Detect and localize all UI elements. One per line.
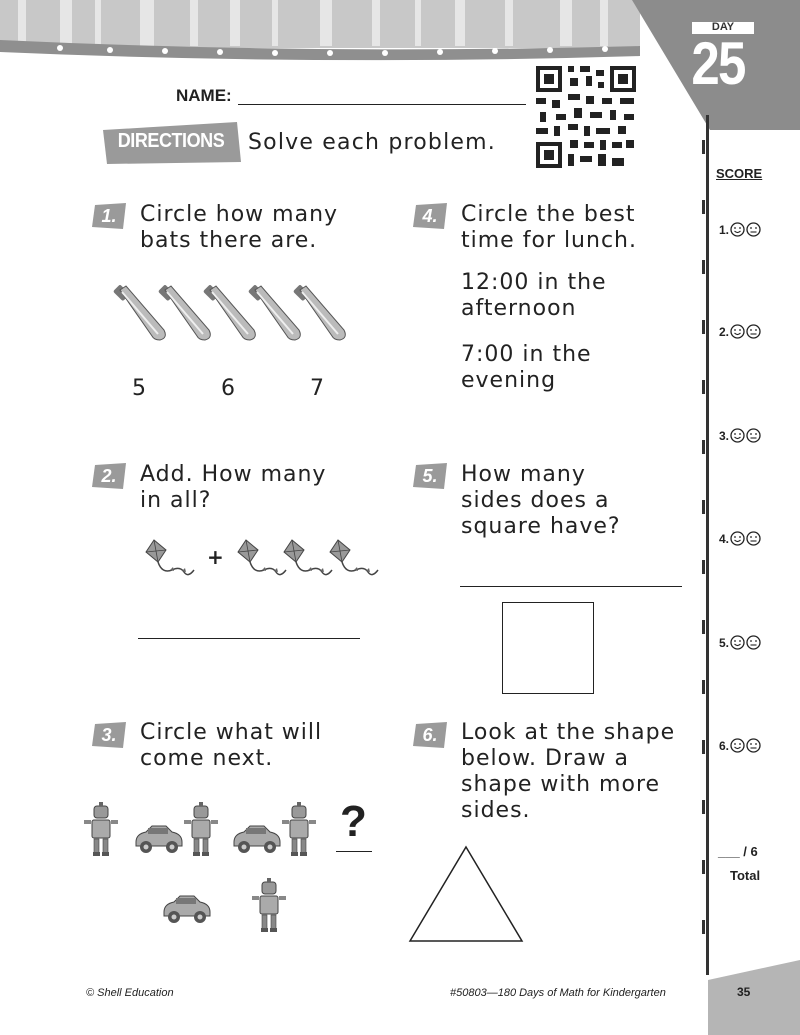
choice-6[interactable]: 6 [221,376,235,401]
smile-face-icon[interactable] [730,222,745,237]
score-row-label: 1. [719,222,730,237]
score-row-1 [719,222,761,237]
problem-4-text: Circle the best time for lunch. [461,202,637,253]
score-column-bg [708,130,800,1035]
kite-icon [330,540,378,575]
day-number: 25 [691,30,745,97]
toy-car-icon [164,896,210,923]
problem-5-text: How many sides does a square have? [461,462,621,539]
problem-4-number: 4. [422,206,438,226]
page-number: 35 [737,985,751,999]
answer-line-2[interactable] [138,638,360,639]
problem-2-number: 2. [101,466,117,486]
smile-face-icon[interactable] [730,531,745,546]
score-row-6 [719,738,761,753]
score-row-label: 6. [719,738,730,753]
score-row-2 [719,324,761,339]
problem-5-number: 5. [422,466,438,486]
robot-icon [252,878,286,932]
problem-5-badge [413,463,447,489]
triangle-shape [408,845,524,943]
problem-6-badge [413,722,447,748]
score-row-label: 3. [719,428,730,443]
option-evening[interactable]: 7:00 in the evening [461,342,592,393]
smile-face-icon[interactable] [730,428,745,443]
day-label: DAY [711,21,735,33]
problem-3-text: Circle what will come next. [140,720,323,771]
score-title: SCORE [716,166,763,181]
kite-icon [238,540,286,575]
smile-face-icon[interactable] [730,738,745,753]
baseball-bat-icon [293,284,345,340]
neutral-face-icon[interactable] [746,428,761,443]
total-score-line[interactable]: ___ / 6 [718,844,758,859]
baseball-bat-icon [113,284,165,340]
choice-5[interactable]: 5 [132,376,146,401]
problem-6-text: Look at the shape below. Draw a shape with more sides. [461,720,676,823]
score-row-label: 5. [719,635,730,650]
baseball-bat-icon [203,284,255,340]
kite-icon [140,536,200,584]
pattern-row [82,798,342,862]
answer-choices [160,878,300,934]
robot-icon [184,802,218,856]
toy-car-icon [136,826,182,853]
robot-icon [282,802,316,856]
neutral-face-icon[interactable] [746,635,761,650]
problem-2-badge [92,463,126,489]
plus-sign: + [207,545,224,569]
score-row-3 [719,428,761,443]
smile-face-icon[interactable] [730,324,745,339]
problem-2-text: Add. How many in all? [140,462,327,513]
page-corner [708,960,800,1035]
question-mark: ? [340,797,367,846]
answer-line-3[interactable] [336,851,372,852]
footer-title: #50803—180 Days of Math for Kindergarten [450,987,666,999]
square-shape [502,602,594,694]
neutral-face-icon[interactable] [746,531,761,546]
bats-group [110,282,370,354]
smile-face-icon[interactable] [730,635,745,650]
footer-copyright: © Shell Education [86,987,174,999]
problem-4-badge [413,203,447,229]
name-line[interactable] [238,104,526,105]
problem-1-badge [92,203,126,229]
baseball-bat-icon [248,284,300,340]
kites-group [234,536,382,584]
score-row-label: 4. [719,531,730,546]
answer-line-5[interactable] [460,586,682,587]
name-label: NAME: [176,86,232,105]
problem-3-number: 3. [101,725,117,745]
score-row-4 [719,531,761,546]
score-row-5 [719,635,761,650]
total-label: Total [730,868,761,883]
neutral-face-icon[interactable] [746,738,761,753]
problem-3-badge [92,722,126,748]
baseball-bat-icon [158,284,210,340]
problem-6-number: 6. [422,725,438,745]
directions-text: Solve each problem. [248,130,496,155]
neutral-face-icon[interactable] [746,324,761,339]
qr-code-icon [530,62,642,172]
kite-icon [284,540,332,575]
choice-7[interactable]: 7 [310,376,324,401]
divider-ticks [702,140,712,980]
neutral-face-icon[interactable] [746,222,761,237]
option-noon[interactable]: 12:00 in the afternoon [461,270,607,321]
problem-1-text: Circle how many bats there are. [140,202,339,253]
toy-car-icon [234,826,280,853]
directions-label: DIRECTIONS [117,130,225,152]
score-row-label: 2. [719,324,730,339]
problem-1-number: 1. [101,206,117,226]
robot-icon [84,802,118,856]
